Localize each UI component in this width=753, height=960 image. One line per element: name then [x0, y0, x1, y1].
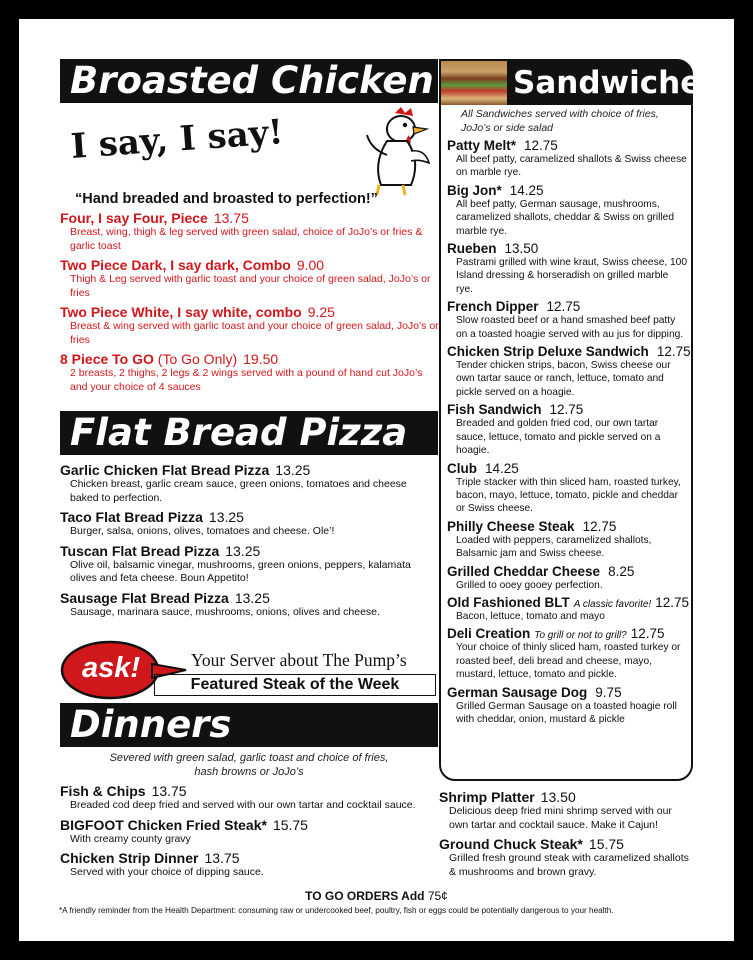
dinners-heading-banner — [60, 703, 438, 747]
pizza-item-price: 13.25 — [208, 509, 244, 525]
sandwiches-box — [439, 59, 720, 781]
dinners-heading: Dinners — [70, 703, 232, 746]
dinner-item-desc: Delicious deep fried mini shrimp served with our own tartar and cocktail sauce. Make it Cajun! — [449, 805, 672, 831]
dinner-item-name: Ground Chuck Steak* — [439, 836, 583, 852]
to-go-orders — [19, 889, 734, 903]
pizza-item-name: Garlic Chicken Flat Bread Pizza — [60, 462, 270, 478]
sandwich-name: Deli Creation — [447, 626, 531, 642]
sandwich-price: 14.25 — [509, 182, 544, 198]
sandwich-desc: Your choice of thinly sliced ham, roasted turkey or roasted beef, deli bread and cheese, mayo, mustard, lettuce, tomato and pickle. — [456, 642, 681, 681]
dinner-item-name: Fish & Chips — [60, 783, 146, 799]
sandwich-desc: Breaded and golden fried cod, our own tartar sauce, lettuce, tomato and pickle served on a hoagie. — [456, 418, 661, 457]
dinner-item-price: 15.75 — [588, 836, 624, 852]
chicken-item-price: 19.50 — [243, 351, 279, 367]
chicken-item-desc: Breast & wing served with garlic toast and your choice of green salad, JoJo’s or fries — [70, 320, 439, 346]
pizza-heading-banner — [60, 411, 438, 455]
ask-line2: Featured Steak of the Week — [154, 674, 436, 696]
chicken-item-name: 8 Piece To GO — [60, 351, 154, 367]
dinner-item-price: 13.75 — [151, 783, 187, 799]
sandwich-item — [447, 685, 687, 727]
chicken-item-name: Four, I say Four, Piece — [60, 210, 208, 226]
chicken-items — [60, 210, 440, 394]
pizza-item-name: Tuscan Flat Bread Pizza — [60, 542, 220, 559]
menu-page — [19, 19, 734, 941]
sandwich-desc: Grilled to ooey gooey perfection. — [456, 579, 603, 591]
sandwich-name: Club — [447, 460, 477, 476]
sandwich-item — [447, 402, 687, 457]
to-go-label: TO GO ORDERS Add — [305, 889, 425, 903]
sandwiches-intro: All Sandwiches served with choice of fries, JoJo’s or side salad — [461, 108, 659, 134]
chicken-item-price: 9.25 — [307, 304, 335, 320]
sandwich-name: Fish Sandwich — [447, 402, 542, 418]
sandwich-price: 9.75 — [595, 684, 622, 700]
sandwich-desc: Loaded with peppers, caramelized shallots, Balsamic jam and Swiss cheese. — [456, 534, 652, 560]
pizza-item — [60, 543, 438, 586]
sandwich-item — [447, 461, 687, 516]
chicken-item-desc: Thigh & Leg served with garlic toast and your choice of green salad, JoJo’s or fries — [70, 273, 431, 299]
chicken-item-name: Two Piece Dark, I say dark, Combo — [60, 257, 291, 273]
sandwich-name: Rueben — [447, 241, 497, 257]
chicken-item-suffix: (To Go Only) — [157, 351, 238, 367]
sandwich-name: Big Jon* — [447, 182, 502, 198]
sandwich-desc: Tender chicken strips, bacon, Swiss cheese our own tartar sauce or ranch, lettuce, tomato and pickle served on a hoagie. — [456, 360, 671, 398]
sandwich-price: 8.25 — [608, 563, 635, 579]
sandwich-name: Chicken Strip Deluxe Sandwich — [447, 344, 649, 360]
sandwiches-heading: Sandwiches — [513, 65, 720, 101]
pizza-item-name: Taco Flat Bread Pizza — [60, 509, 203, 525]
chicken-item-desc: 2 breasts, 2 thighs, 2 legs & 2 wings served with a pound of hand cut JoJo’s and your choice of 4 sauces — [70, 367, 423, 393]
sandwich-item — [447, 626, 687, 681]
sandwich-desc: All beef patty, German sausage, mushrooms, caramelized shallots, cheddar & Swiss on grilled marble rye. — [456, 198, 675, 237]
sandwich-item — [447, 183, 687, 238]
dinner-item-price: 13.50 — [540, 789, 576, 805]
dinner-item — [439, 836, 694, 879]
chicken-heading: Broasted Chicken — [70, 59, 434, 102]
dinners-intro: Severed with green salad, garlic toast and choice of fries, hash browns or JoJo’s — [109, 752, 389, 778]
chicken-item-price: 9.00 — [296, 257, 325, 273]
pizza-item-desc: Burger, salsa, onions, olives, tomatoes and cheese. Ole’! — [70, 525, 335, 537]
sandwich-item — [447, 344, 691, 399]
dinner-item-name: Shrimp Platter — [439, 789, 535, 805]
sandwich-item — [447, 138, 687, 180]
dinner-item-desc: Grilled fresh ground steak with caramelized shallots & mushrooms and brown gravy. — [449, 852, 689, 878]
chicken-item-price: 13.75 — [213, 210, 249, 226]
pizza-items — [60, 462, 438, 619]
sandwich-price: 12.75 — [524, 138, 558, 153]
dinner-item — [60, 783, 455, 813]
pizza-heading: Flat Bread Pizza — [70, 411, 408, 454]
sandwich-name: Patty Melt* — [447, 138, 517, 153]
chicken-slogan: I say, I say! — [69, 112, 285, 167]
sandwich-price: 12.75 — [582, 518, 617, 534]
dinner-item-price: 13.75 — [204, 850, 240, 866]
sandwich-price: 12.75 — [549, 402, 584, 418]
sandwich-item — [447, 595, 687, 623]
sandwich-name: Old Fashioned BLT — [447, 594, 570, 610]
dinner-item-name: BIGFOOT Chicken Fried Steak* — [60, 816, 267, 833]
chicken-item-name: Two Piece White, I say white, combo — [60, 304, 302, 320]
dinner-item — [60, 817, 455, 847]
sandwich-item — [447, 564, 687, 592]
sandwich-item — [447, 241, 687, 296]
dinner-item — [439, 789, 694, 832]
chicken-item — [60, 304, 440, 347]
dinner-item-desc: With creamy county gravy — [70, 832, 191, 845]
sandwich-desc: Bacon, lettuce, tomato and mayo — [456, 610, 605, 622]
dinners-items — [60, 783, 455, 880]
sandwich-price: 12.75 — [630, 626, 665, 642]
ask-line1: Your Server about The Pump’s — [191, 650, 407, 670]
chicken-tagline: “Hand breaded and broasted to perfection!” — [75, 191, 378, 207]
pizza-item-price: 13.25 — [234, 589, 270, 606]
sandwich-price: 12.75 — [546, 299, 581, 315]
sandwich-price: 13.50 — [504, 241, 539, 257]
dinner-item-desc: Breaded cod deep fried and served with our own tartar and cocktail sauce. — [70, 799, 416, 811]
pizza-item — [60, 462, 438, 505]
pizza-item — [60, 590, 438, 620]
sandwich-desc: Triple stacker with thin sliced ham, roasted turkey, bacon, mayo, lettuce, tomato, pickle and cheddar or Swiss cheese. — [456, 476, 681, 515]
sandwiches-heading-banner — [507, 61, 720, 105]
pizza-item — [60, 509, 438, 539]
sandwich-desc: Slow roasted beef or a hand smashed beef patty on a toasted hoagie served with au jus for dipping. — [456, 315, 684, 340]
sandwich-item — [447, 519, 687, 561]
sandwich-note: A classic favorite! — [573, 598, 652, 610]
sandwich-desc: Grilled German Sausage on a toasted hoagie roll with cheddar, onion, mustard & pickle — [456, 700, 677, 725]
pizza-item-price: 13.25 — [225, 542, 261, 559]
dinner-item-price: 15.75 — [272, 816, 308, 833]
pizza-item-desc: Sausage, marinara sauce, mushrooms, onions, olives and cheese. — [70, 605, 380, 618]
sandwich-name: German Sausage Dog — [447, 684, 588, 700]
ask-bubble-text: ask! — [81, 652, 141, 684]
pizza-item-name: Sausage Flat Bread Pizza — [60, 589, 229, 606]
sandwich-name: Philly Cheese Steak — [447, 518, 575, 534]
rooster-mascot-icon — [357, 105, 437, 197]
health-notice: *A friendly reminder from the Health Department: consuming raw or undercooked beef, poultry, fish or eggs could be potentially dangerous to your health. — [59, 906, 614, 915]
chicken-item — [60, 351, 440, 394]
pizza-item-desc: Olive oil, balsamic vinegar, mushrooms, green onions, peppers, kalamata olives and feta cheese. Boun Appetito! — [70, 558, 411, 584]
sandwich-price: 14.25 — [485, 460, 519, 476]
pizza-item-desc: Chicken breast, garlic cream sauce, green onions, tomatoes and cheese baked to perfection. — [70, 478, 407, 504]
dinner-item — [60, 850, 455, 880]
dinner-item-desc: Served with your choice of dipping sauce. — [70, 866, 264, 878]
dinner-item-name: Chicken Strip Dinner — [60, 850, 199, 866]
sandwich-price: 12.75 — [656, 344, 691, 360]
sandwich-name: Grilled Cheddar Cheese — [447, 563, 601, 579]
ask-server-banner — [60, 638, 440, 702]
to-go-price: 75¢ — [427, 889, 448, 903]
sandwich-price: 12.75 — [655, 594, 689, 610]
sandwich-item — [447, 299, 687, 341]
chicken-item — [60, 257, 440, 300]
chicken-item-desc: Breast, wing, thigh & leg served with green salad, choice of JoJo’s or fries & garlic toast — [70, 226, 423, 252]
chicken-heading-banner — [60, 59, 438, 103]
sandwich-note: To grill or not to grill? — [534, 630, 627, 642]
chicken-item — [60, 210, 440, 253]
sandwich-list — [447, 138, 691, 729]
sandwich-desc: Pastrami grilled with wine kraut, Swiss cheese, 100 Island dressing & horseradish on grilled marble rye. — [456, 257, 688, 295]
sandwich-desc: All beef patty, caramelized shallots & Swiss cheese on marble rye. — [456, 154, 687, 179]
pizza-item-price: 13.25 — [275, 462, 311, 478]
dinners-right-items — [439, 789, 694, 879]
sandwich-name: French Dipper — [447, 299, 539, 315]
sandwich-photo-icon — [441, 61, 507, 105]
